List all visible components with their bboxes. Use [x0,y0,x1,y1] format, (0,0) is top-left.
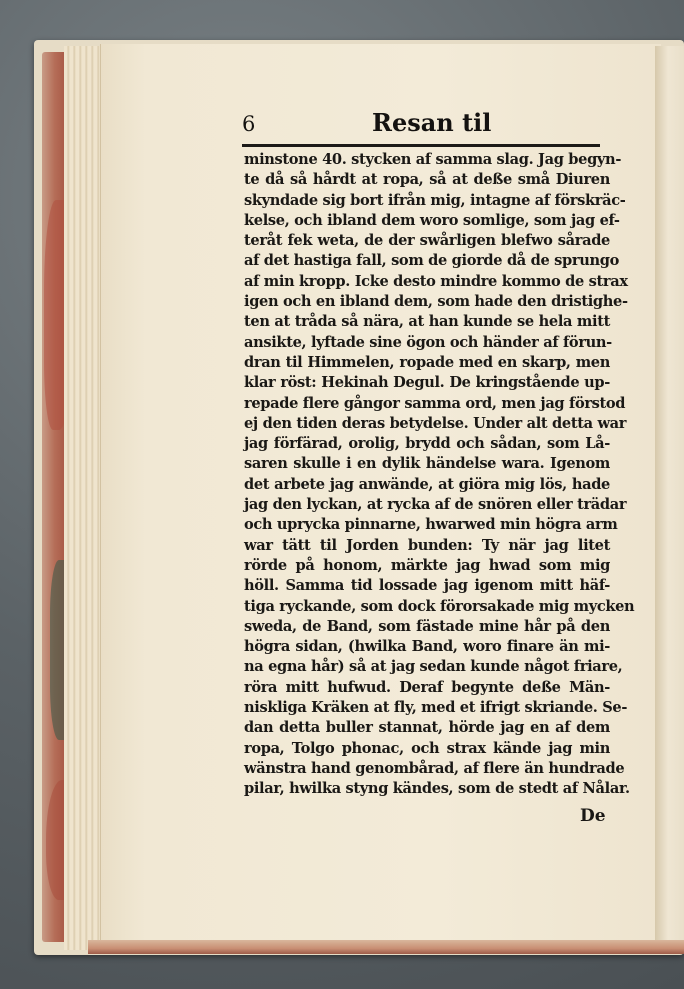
page-edges [64,46,105,950]
text-line: teråt fek weta, de der swårligen blefwo sårade [244,232,610,250]
text-line: wänstra hand genombårad, af flere än hundrade [244,759,625,777]
text-line: ansikte, lyftade sine ögon och händer af förun- [244,333,612,351]
header-rule [242,144,600,147]
text-line: ej den tiden deras betydelse. Under alt detta war [244,414,627,432]
text-line: kelse, och ibland dem woro somlige, som jag ef- [244,211,620,229]
text-line: tiga ryckande, som dock förorsakade mig mycken [244,597,635,615]
text-line: te då så hårdt at ropa, så at deße små Diuren [244,171,610,189]
text-line: rörde på honom, märkte jag hwad som mig [244,556,610,574]
text-line: saren skulle i en dylik händelse wara. Igenom [244,455,610,473]
text-line: pilar, hwilka styng kändes, som de stedt af Nålar. [244,780,630,798]
text-line: niskliga Kräken at fly, med et ifrigt skriande. Se- [244,699,628,717]
text-line: det arbete jag anwände, at giöra mig lös, hade [244,475,610,493]
body-text [244,150,635,800]
text-line: af min kropp. Icke desto mindre kommo de strax [244,272,628,290]
text-line: och uprycka pinnarne, hwarwed min högra arm [244,516,618,534]
text-line: repade flere gångor samma ord, men jag förstod [244,394,626,412]
facing-page-edge [655,46,684,950]
text-line: igen och en ibland dem, som hade den dristighe- [244,293,628,311]
text-line: jag förfärad, orolig, brydd och sådan, som Lå- [244,435,610,453]
running-title: Resan til [372,108,492,137]
page-number: 6 [242,112,256,136]
catchword: De [580,806,606,826]
text-line: minstone 40. stycken af samma slag. Jag begyn- [244,151,622,168]
text-line: skyndade sig bort ifrån mig, intagne af förskräc- [244,191,626,209]
text-line: röra mitt hufwud. Deraf begynte deße Män- [244,678,610,696]
text-line: dan detta buller stannat, hörde jag en af dem [244,719,610,737]
text-line: jag den lyckan, at rycka af de snören eller trädar [244,496,627,514]
text-line: af det hastiga fall, som de giorde då de sprungo [244,252,619,270]
text-line: ropa, Tolgo phonac, och strax kände jag min [244,739,610,757]
text-line: ten at tråda så nära, at han kunde se hela mitt [244,313,610,331]
text-line: na egna hår) så at jag sedan kunde något friare, [244,658,623,676]
text-line: dran til Himmelen, ropade med en skarp, men [244,353,610,371]
page-header [242,110,602,142]
text-line: war tätt til Jorden bunden: Ty när jag litet [244,536,610,554]
text-line: sweda, de Band, som fästade mine hår på den [244,617,610,635]
book-bottom-edge [88,940,684,954]
text-line: höll. Samma tid lossade jag igenom mitt häf- [244,577,610,595]
text-line: klar röst: Hekinah Degul. De kringstående up- [244,374,610,392]
text-line: högra sidan, (hwilka Band, woro finare än mi- [244,638,610,656]
